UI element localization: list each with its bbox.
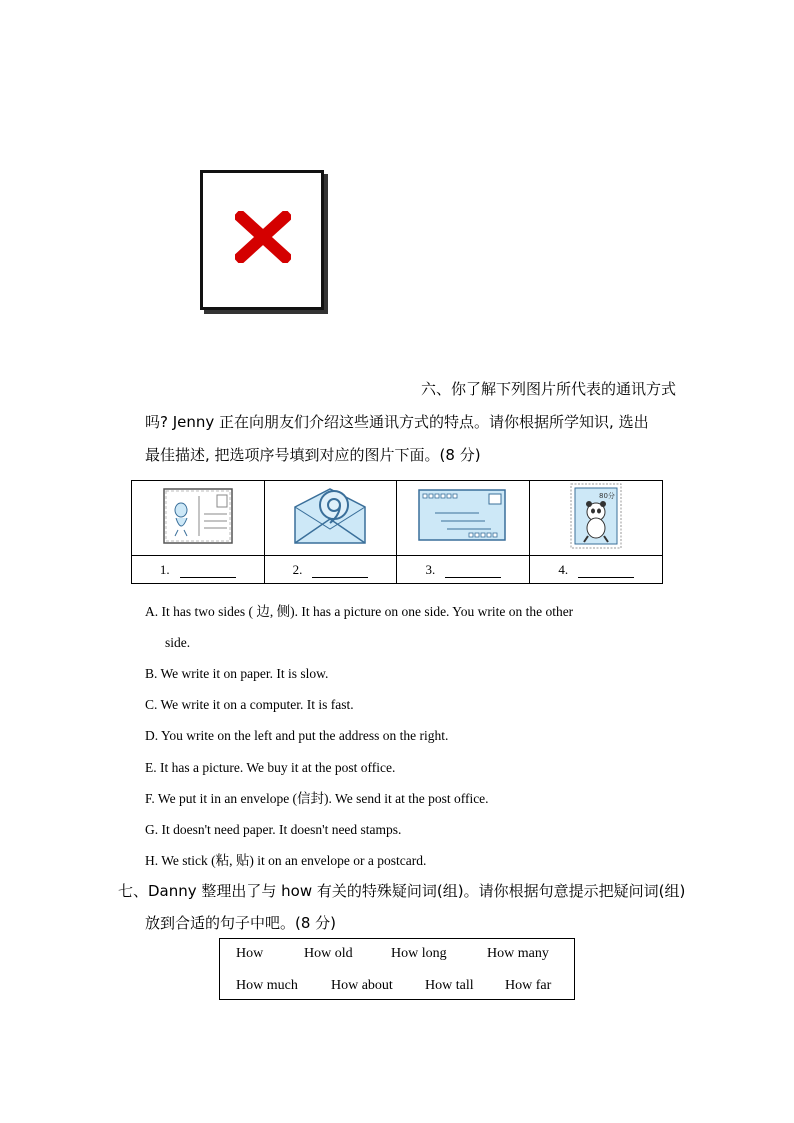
postcard-icon: [163, 488, 233, 544]
picture-cell-1: [132, 481, 265, 556]
envelope-icon: [417, 487, 509, 545]
answer-cell-4: [530, 556, 663, 584]
word-how: How: [236, 946, 264, 961]
option-h: H. We stick (粘, 贴) it on an envelope or a postcard.: [145, 853, 427, 868]
answer-blank-2[interactable]: [312, 563, 368, 578]
picture-cell-2: [264, 481, 397, 556]
option-b: B. We write it on paper. It is slow.: [145, 666, 329, 681]
answer-blank-1[interactable]: [180, 563, 236, 578]
word-how-much: How much: [236, 978, 298, 993]
section6-instruction-line3: 最佳描述, 把选项序号填到对应的图片下面。(8 分): [145, 446, 481, 464]
answer-cell-2: [264, 556, 397, 584]
option-a: A. It has two sides ( 边, 侧). It has a picture on one side. You write on the other: [145, 604, 574, 619]
answer-cell-3: [397, 556, 530, 584]
answer-blank-4[interactable]: [578, 563, 634, 578]
picture-table: [131, 480, 663, 584]
word-how-old: How old: [304, 946, 353, 961]
section6-heading: 六、你了解下列图片所代表的通讯方式: [420, 380, 676, 398]
answer-number: 1.: [159, 561, 170, 577]
word-bank: [219, 938, 575, 1000]
stamp-value: 80分: [599, 491, 616, 500]
red-x-icon: [235, 211, 291, 263]
answer-number: 3.: [425, 561, 436, 577]
picture-cell-4: [530, 481, 663, 556]
answer-blank-3[interactable]: [445, 563, 501, 578]
word-how-tall: How tall: [425, 978, 474, 993]
word-how-many: How many: [487, 946, 549, 961]
answer-cell-1: [132, 556, 265, 584]
word-how-long: How long: [391, 946, 447, 961]
option-a-continued: side.: [165, 635, 191, 650]
email-icon: [292, 485, 368, 547]
section7-heading: 七、Danny 整理出了与 how 有关的特殊疑问词(组)。请你根据句意提示把疑问词(组): [118, 882, 686, 900]
answer-number: 4.: [558, 561, 569, 577]
option-f: F. We put it in an envelope (信封). We send it at the post office.: [145, 791, 489, 806]
section6-instruction-line2: 吗? Jenny 正在向朋友们介绍这些通讯方式的特点。请你根据所学知识, 选出: [145, 413, 649, 431]
section7-instruction: 放到合适的句子中吧。(8 分): [145, 914, 337, 932]
stamp-icon: [569, 482, 623, 550]
word-how-far: How far: [505, 978, 552, 993]
word-how-about: How about: [331, 978, 393, 993]
option-d: D. You write on the left and put the address on the right.: [145, 728, 449, 743]
option-e: E. It has a picture. We buy it at the post office.: [145, 760, 396, 775]
option-c: C. We write it on a computer. It is fast.: [145, 697, 354, 712]
broken-image-placeholder: [200, 170, 324, 310]
answer-number: 2.: [292, 561, 303, 577]
picture-cell-3: [397, 481, 530, 556]
option-g: G. It doesn't need paper. It doesn't need stamps.: [145, 822, 402, 837]
